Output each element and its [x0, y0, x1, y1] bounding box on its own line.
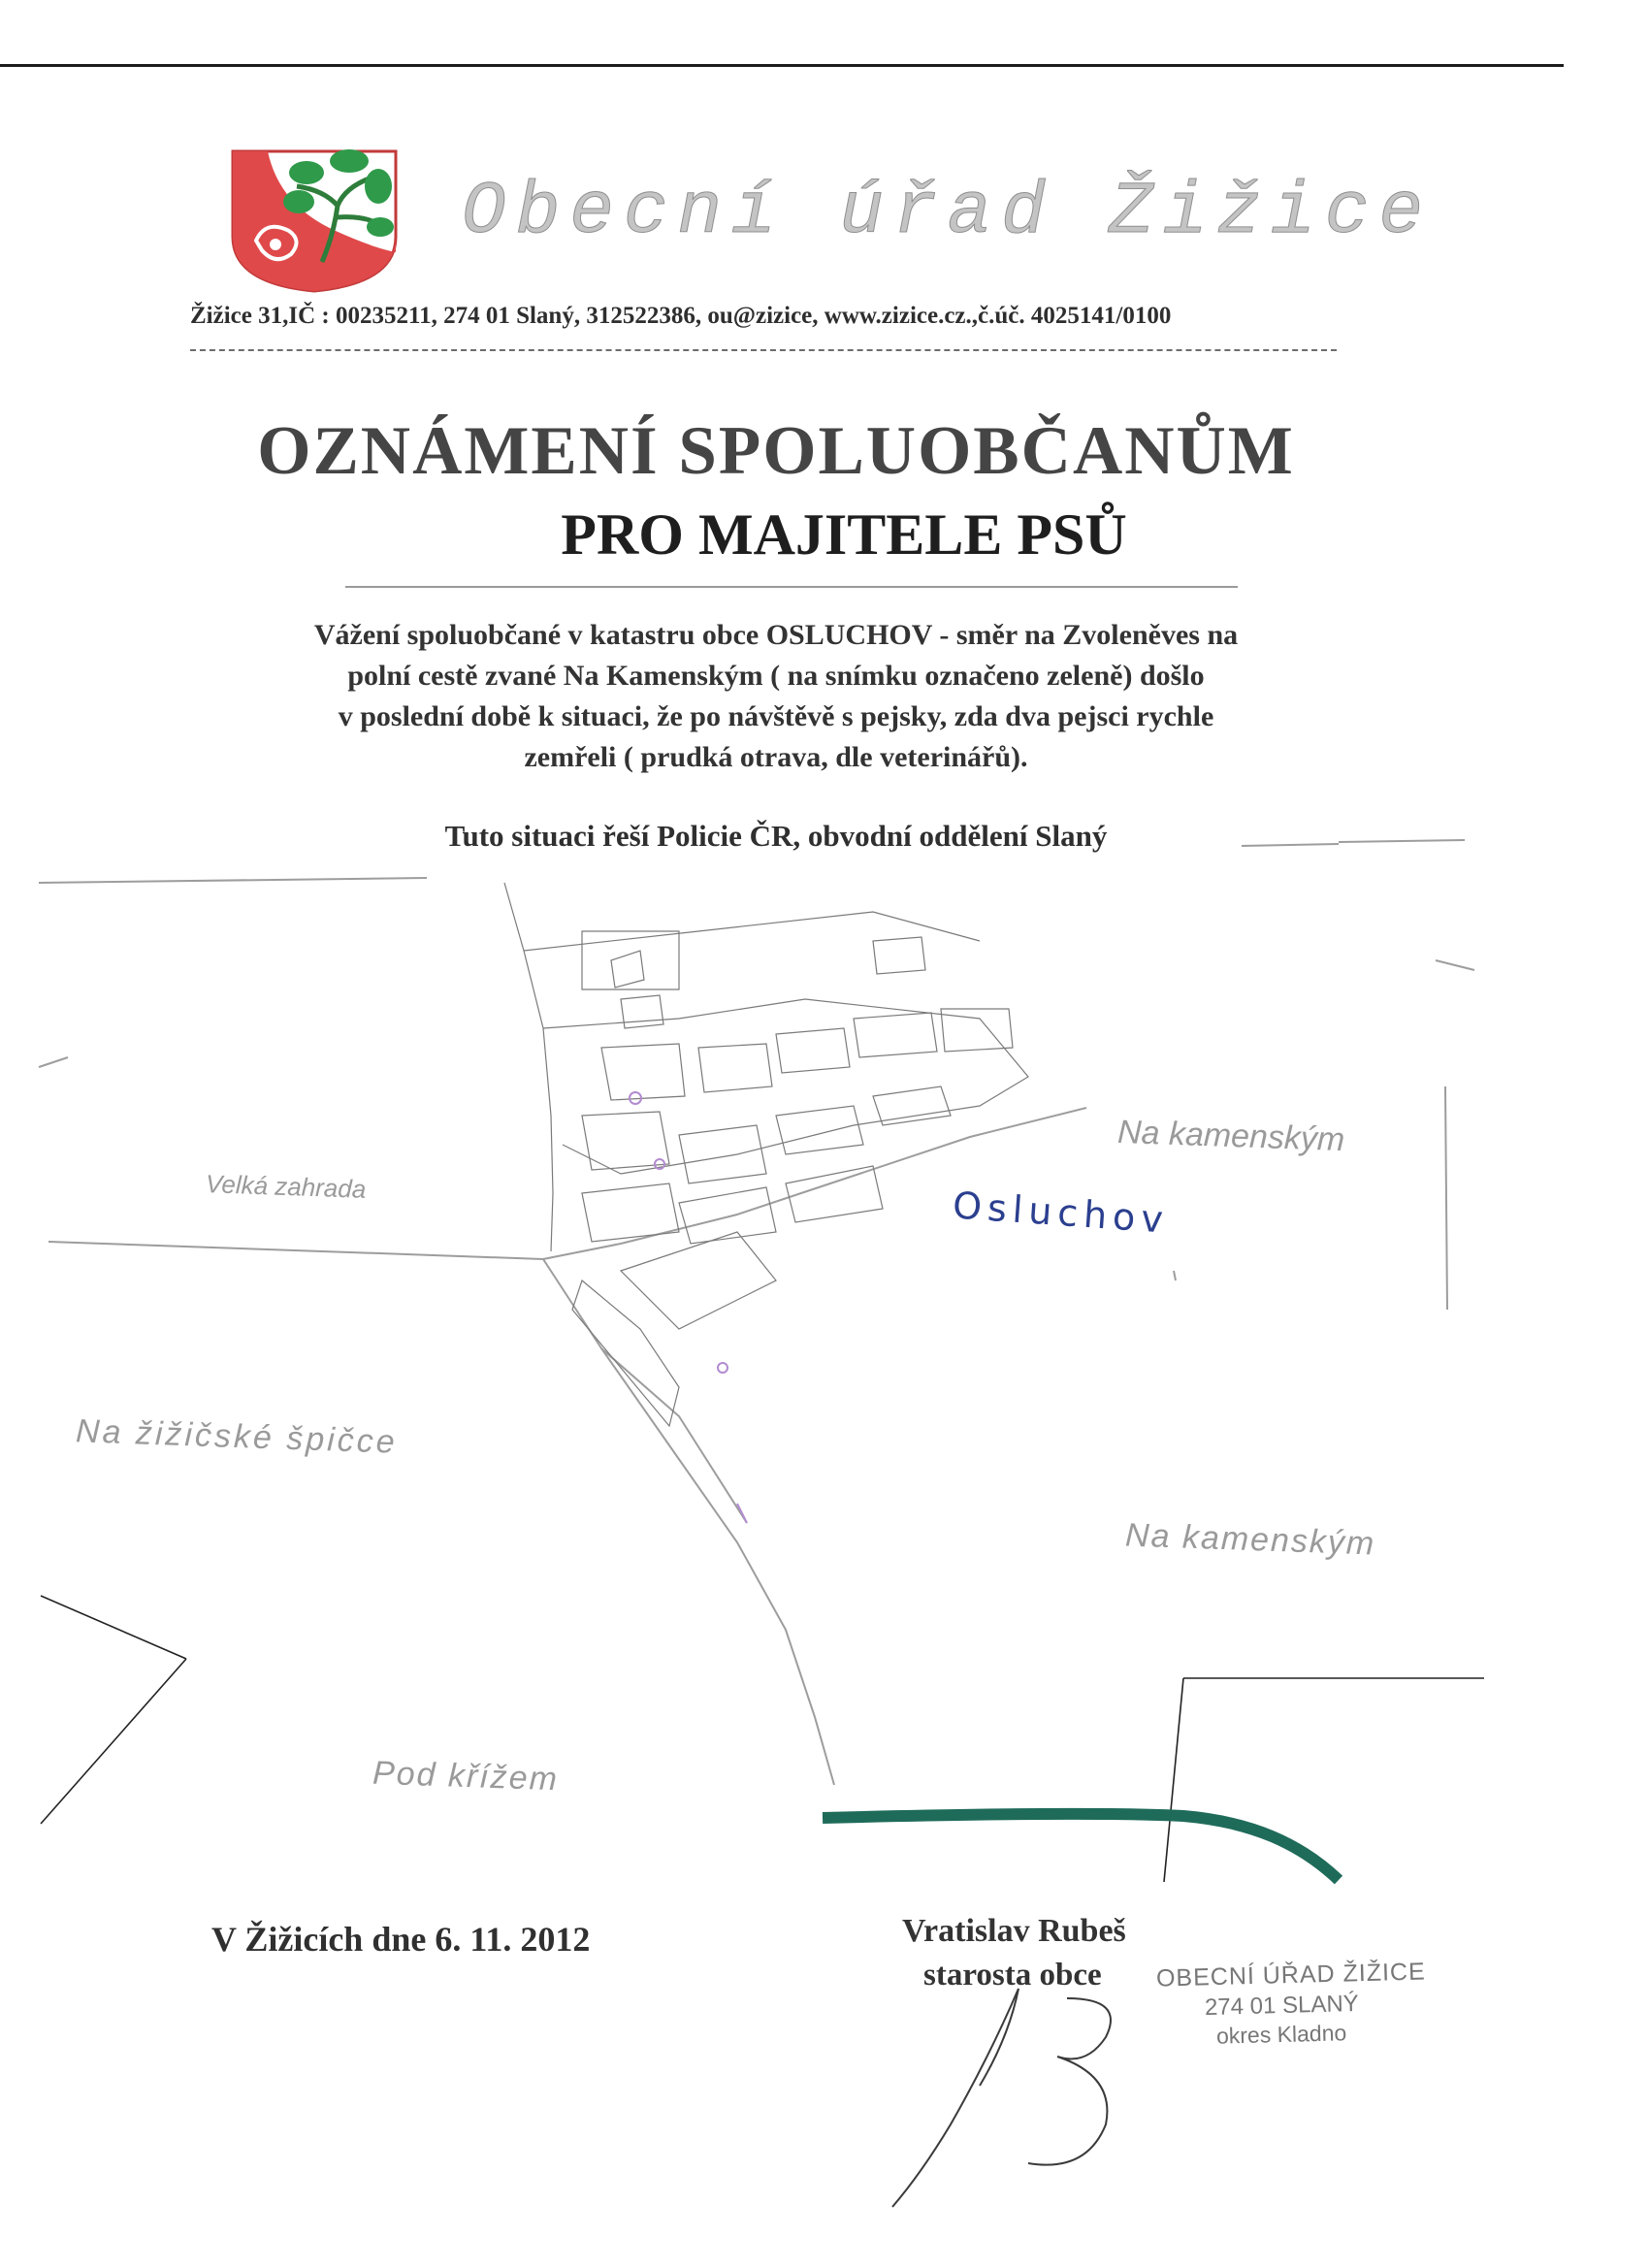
body-line: zemřeli ( prudká otrava, dle veterinářů).: [524, 741, 1028, 773]
map-label-na-zizicske-spicce: Na žižičské špičce: [75, 1412, 399, 1461]
issue-date: V Žižicích dne 6. 11. 2012: [211, 1920, 591, 1959]
handwritten-signature: [873, 1979, 1145, 2212]
notice-title: OZNÁMENÍ SPOLUOBČANŮM: [257, 413, 1295, 489]
contact-line: Žižice 31,IČ : 00235211, 274 01 Slaný, 312522386, ou@zizice, www.zizice.cz.,č.úč. 4025141/0100: [190, 303, 1172, 329]
cadastral-map: [0, 825, 1649, 1892]
notice-subtitle: PRO MAJITELE PSŮ: [561, 502, 1127, 567]
office-name: Obecní úřad Žižice: [462, 171, 1433, 254]
stamp-line: okres Kladno: [1215, 2020, 1347, 2049]
body-line: v poslední době k situaci, že po návštěvě s pejsky, zda dva pejsci rychle: [338, 700, 1214, 732]
signer-role: starosta obce: [923, 1958, 1102, 1993]
highlighted-path: [823, 1814, 1339, 1880]
map-linework: [0, 825, 1649, 1892]
map-label-velka-zahrada: Velká zahrada: [205, 1169, 367, 1204]
map-label-na-kamenskym-top: Na kamenským: [1116, 1113, 1345, 1159]
body-line: Vážení spoluobčané v katastru obce OSLUCHOV - směr na Zvoleněves na: [313, 619, 1239, 651]
dashed-divider: [190, 349, 1337, 351]
map-label-na-kamenskym-bottom: Na kamenským: [1124, 1516, 1376, 1563]
map-label-pod-krizem: Pod křížem: [372, 1754, 560, 1798]
police-note: Tuto situaci řeší Policie ČR, obvodní oddělení Slaný: [444, 819, 1108, 853]
notice-body: [175, 615, 1377, 778]
signer-name: Vratislav Rubeš: [902, 1913, 1126, 1949]
municipal-coat-of-arms-icon: [229, 147, 400, 293]
stamp-line: 274 01 SLANÝ: [1204, 1990, 1360, 2022]
stamp-line: OBECNÍ ÚŘAD ŽIŽICE: [1155, 1958, 1427, 1993]
map-label-osluchov: Osluchov: [951, 1183, 1171, 1242]
body-line: polní cestě zvané Na Kamenským ( na snímku označeno zeleně) došlo: [347, 660, 1205, 692]
title-underline: [345, 586, 1238, 588]
top-rule: [0, 64, 1564, 67]
